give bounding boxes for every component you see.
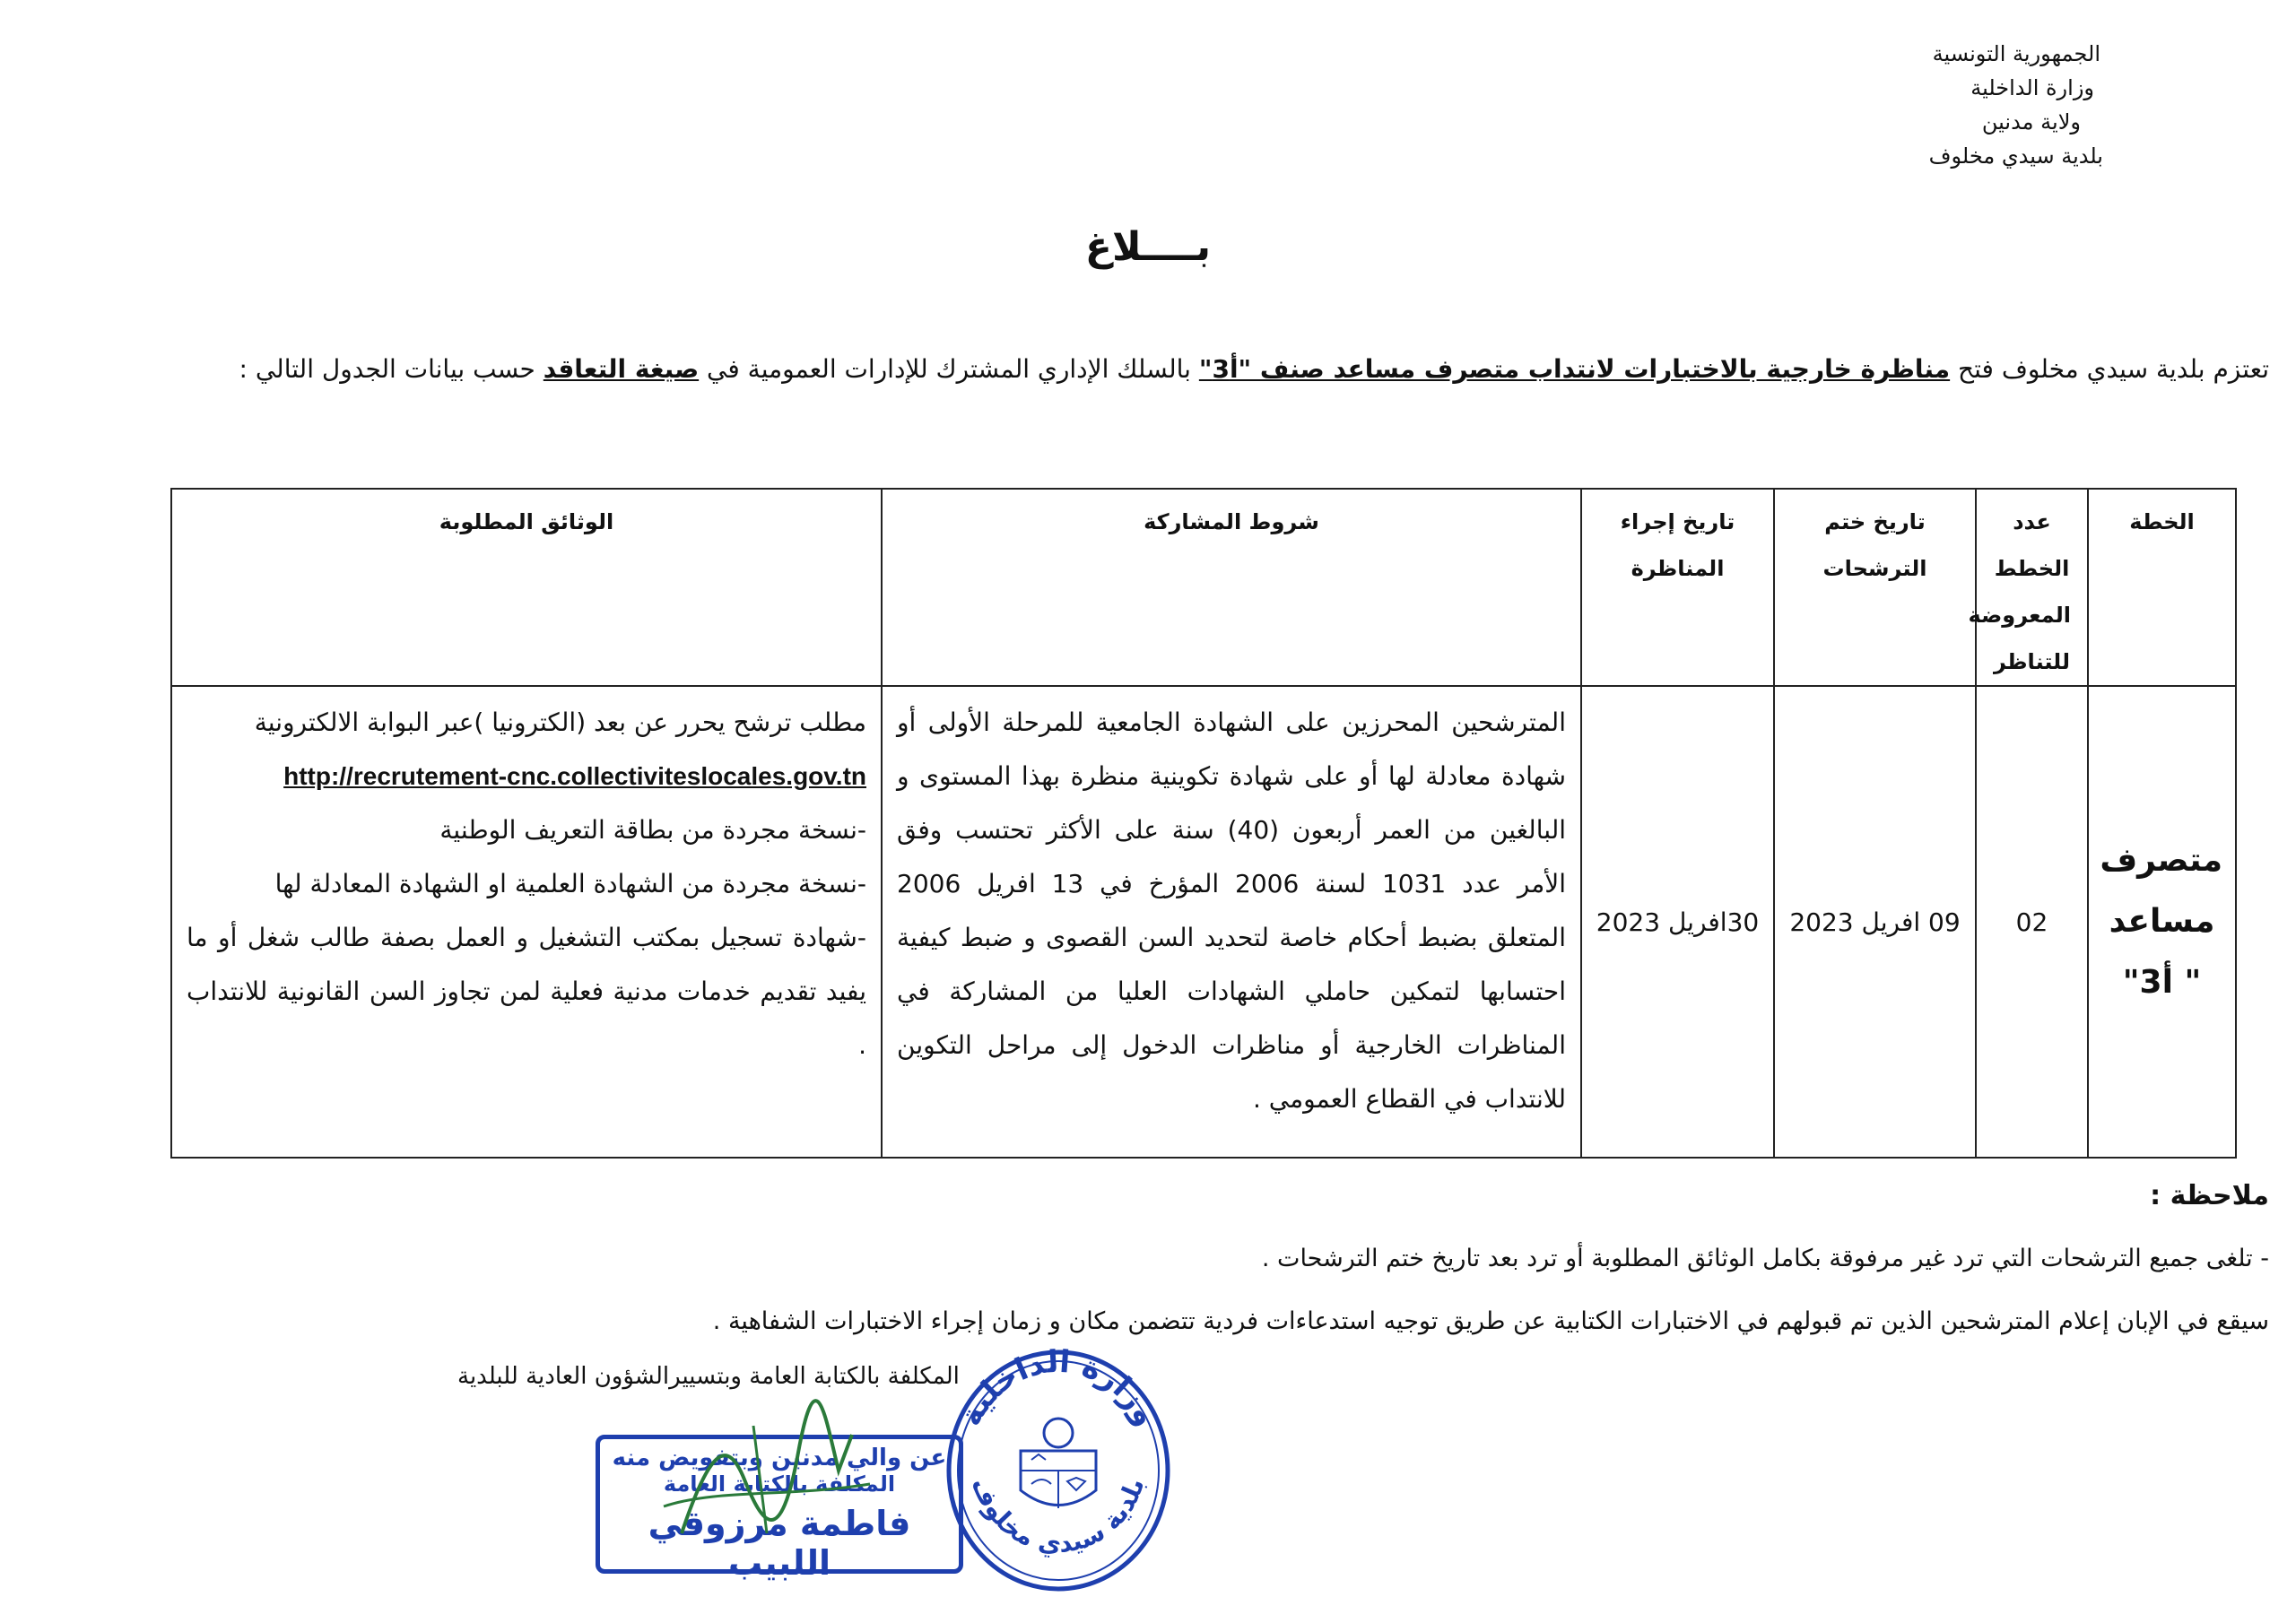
header-conditions: شروط المشاركة	[882, 489, 1581, 686]
seal-top-text: وزارة الداخلية	[952, 1343, 1164, 1432]
signer-title: المكلفة بالكتابة العامة وبتسييرالشؤون العادية للبلدية	[457, 1363, 960, 1390]
header-deadline: تاريخ ختم الترشحات	[1774, 489, 1976, 686]
intro-contract-form: صيغة التعاقد	[543, 354, 700, 384]
table-header-row	[171, 489, 2236, 686]
header-republic: الجمهورية التونسية	[1932, 41, 2100, 66]
page-title: بــــلاغ	[1084, 224, 1212, 270]
portal-link[interactable]: http://recrutement-cnc.collectiviteslocales.gov.tn	[283, 762, 866, 790]
cell-documents	[171, 686, 882, 1158]
note-line-1: - تلغى جميع الترشحات التي ترد غير مرفوقة بكامل الوثائق المطلوبة أو ترد بعد تاريخ ختم الترشحات .	[1261, 1245, 2269, 1272]
documents-list	[172, 687, 881, 1081]
stamp-rect-line-1: عن والي مدنين وبتفويض منه	[612, 1445, 947, 1471]
cell-count: 02	[1976, 686, 2088, 1158]
documents-employment-cert: -شهادة تسجيل بمكتب التشغيل و العمل بصفة طالب شغل أو ما يفيد تقديم خدمات مدنية فعلية لمن تجاوز السن القانونية للانتداب .	[187, 923, 866, 1060]
intro-text-1: تعتزم بلدية سيدي مخلوف فتح	[1950, 354, 2269, 384]
cell-conditions	[882, 686, 1581, 1158]
municipal-seal-icon	[942, 1336, 1175, 1596]
intro-text-2: بالسلك الإداري المشترك للإدارات العمومية في	[699, 354, 1199, 384]
notes-title: ملاحظة :	[2150, 1180, 2269, 1211]
conditions-text: المترشحين المحرزين على الشهادة الجامعية للمرحلة الأولى أو شهادة معادلة لها أو على شهادة تكوينية منظرة بهذا المستوى و البالغين من العمر أربعون (40) سنة على الأكثر تحتسب وفق الأمر عدد 1031 لسنة 2006 المؤرخ في 13 افريل 2006 المتعلق بضبط أحكام خاصة لتحديد السن القصوى و ضبط كيفية احتسابها لتمكين حاملي الشهادات العليا من المشاركة في المناظرات الخارجية أو مناظرات الدخول إلى مراحل التكوين للانتداب في القطاع العمومي .	[897, 707, 1567, 1114]
stamp-rect-name: فاطمة مرزوقي اللبيب	[648, 1504, 911, 1583]
intro-text-3: حسب بيانات الجدول التالي :	[239, 354, 544, 384]
cell-exam-date: 30افريل 2023	[1581, 686, 1774, 1158]
header-plan: الخطة	[2088, 489, 2236, 686]
seal-bottom-text: بلدية سيدي مخلوف	[965, 1472, 1151, 1559]
documents-diploma: -نسخة مجردة من الشهادة العلمية او الشهادة المعادلة لها	[274, 869, 866, 898]
competition-table	[170, 488, 2237, 1159]
cell-deadline: 09 افريل 2023	[1774, 686, 1976, 1158]
note-line-2: سيقع في الإبان إعلام المترشحين الذين تم قبولهم في الاختبارات الكتابية عن طريق توجيه استدعاءات فردية تتضمن مكان و زمان إجراء الاختبارات الشفاهية .	[712, 1307, 2269, 1335]
header-documents: الوثائق المطلوبة	[171, 489, 882, 686]
header-exam-date: تاريخ إجراء المناظرة	[1581, 489, 1774, 686]
header-count: عدد الخطط المعروضة للتناظر	[1976, 489, 2088, 686]
intro-paragraph	[54, 348, 2269, 391]
signature-icon	[646, 1399, 879, 1569]
header-ministry: وزارة الداخلية	[1970, 75, 2094, 100]
documents-application: مطلب ترشح يحرر عن بعد (الكترونيا )عبر البوابة الالكترونية	[254, 707, 866, 737]
table-row	[171, 686, 2236, 1158]
header-governorate: ولاية مدنين	[1981, 109, 2081, 135]
coat-of-arms-icon	[1021, 1419, 1096, 1508]
stamp-rect-line-2: المكلفة بالكتابة العامة	[663, 1471, 896, 1497]
documents-id-card: -نسخة مجردة من بطاقة التعريف الوطنية	[439, 815, 866, 845]
plan-name: متصرف مساعد " أ3"	[2100, 842, 2222, 1001]
header-municipality: بلدية سيدي مخلوف	[1928, 143, 2103, 169]
cell-plan	[2088, 686, 2236, 1158]
intro-competition-name: مناظرة خارجية بالاختبارات لانتداب متصرف مساعد صنف "أ3"	[1198, 354, 1951, 384]
